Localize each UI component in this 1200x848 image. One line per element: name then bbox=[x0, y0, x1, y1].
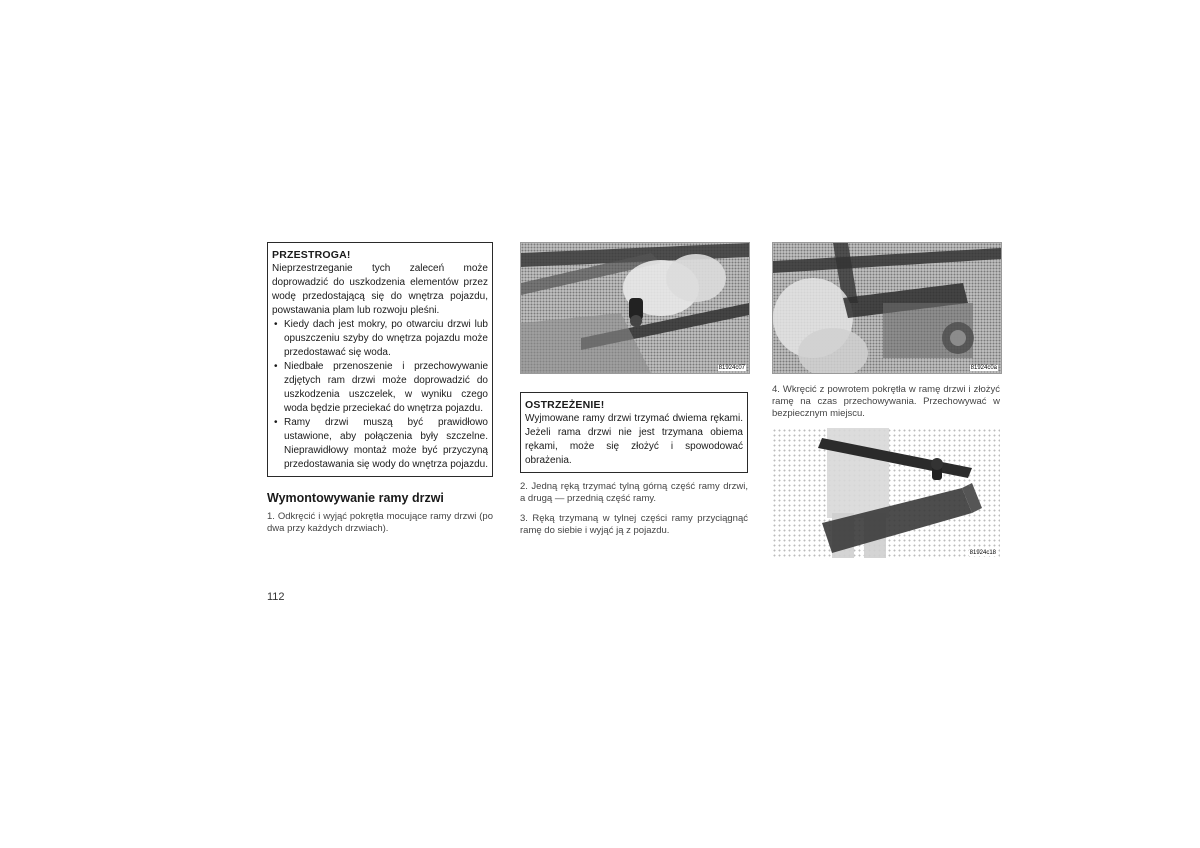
caution-bullet: • Kiedy dach jest mokry, po otwarciu drzwi lub opuszczeniu szyby do wnętrza pojazdu może przedostawać się woda. bbox=[272, 318, 488, 360]
figure-door-frame-knob bbox=[520, 242, 750, 374]
step-4-text: 4. Wkręcić z powrotem pokrętła w ramę drzwi i złożyć ramę na czas przechowywania. Przechowywać w bezpiecznym miejscu. bbox=[772, 384, 1000, 419]
caution-title: PRZESTROGA! bbox=[272, 249, 351, 261]
warning-text: Wyjmowane ramy drzwi trzymać dwiema rękami. Jeżeli rama drzwi nie jest trzymana obiema rękami, może się złożyć i spowodować obrażenia. bbox=[525, 413, 743, 466]
figure-2-code: 81924c0a bbox=[970, 365, 997, 371]
page-number: 112 bbox=[267, 591, 285, 603]
caution-box bbox=[267, 242, 493, 477]
frame-removal-illustration bbox=[773, 243, 1001, 373]
step-3-text: 3. Ręką trzymaną w tylnej części ramy przyciągnąć ramę do siebie i wyjąć ją z pojazdu. bbox=[520, 513, 748, 536]
figure-frame-folding bbox=[772, 428, 1000, 558]
step-1-text: 1. Odkręcić i wyjąć pokrętła mocujące ramy drzwi (po dwa przy każdych drzwiach). bbox=[267, 511, 493, 534]
frame-folding-illustration bbox=[772, 428, 1000, 558]
step-2-text: 2. Jedną ręką trzymać tylną górną część ramy drzwi, a drugą — przednią część ramy. bbox=[520, 481, 748, 504]
figure-frame-removal bbox=[772, 242, 1002, 374]
warning-box bbox=[520, 392, 748, 473]
figure-3-code: 81924c18 bbox=[969, 550, 996, 556]
door-frame-knob-illustration bbox=[521, 243, 749, 373]
caution-bullet: • Ramy drzwi muszą być prawidłowo ustawione, aby połączenia były szczelne. Nieprawidłowy montaż może być przyczyną przedostawania się wody do wnętrza pojazdu. bbox=[272, 416, 488, 472]
caution-list bbox=[272, 318, 488, 472]
middle-column bbox=[520, 242, 748, 545]
section-heading: Wymontowywanie ramy drzwi bbox=[267, 491, 444, 505]
warning-title: OSTRZEŻENIE! bbox=[525, 399, 605, 411]
left-column bbox=[267, 242, 493, 543]
right-column bbox=[772, 242, 1000, 558]
caution-intro: Nieprzestrzeganie tych zaleceń może doprowadzić do uszkodzenia elementów przez wodę przedostającą się do wnętrza pojazdu, powstawania plam lub rozwoju pleśni. bbox=[272, 263, 488, 316]
caution-bullet: • Niedbałe przenoszenie i przechowywanie zdjętych ram drzwi może doprowadzić do uszkodzenia uszczelek, w wyniku czego woda będzie przeciekać do wnętrza pojazdu. bbox=[272, 360, 488, 416]
figure-1-code: 81924c07 bbox=[718, 365, 745, 371]
